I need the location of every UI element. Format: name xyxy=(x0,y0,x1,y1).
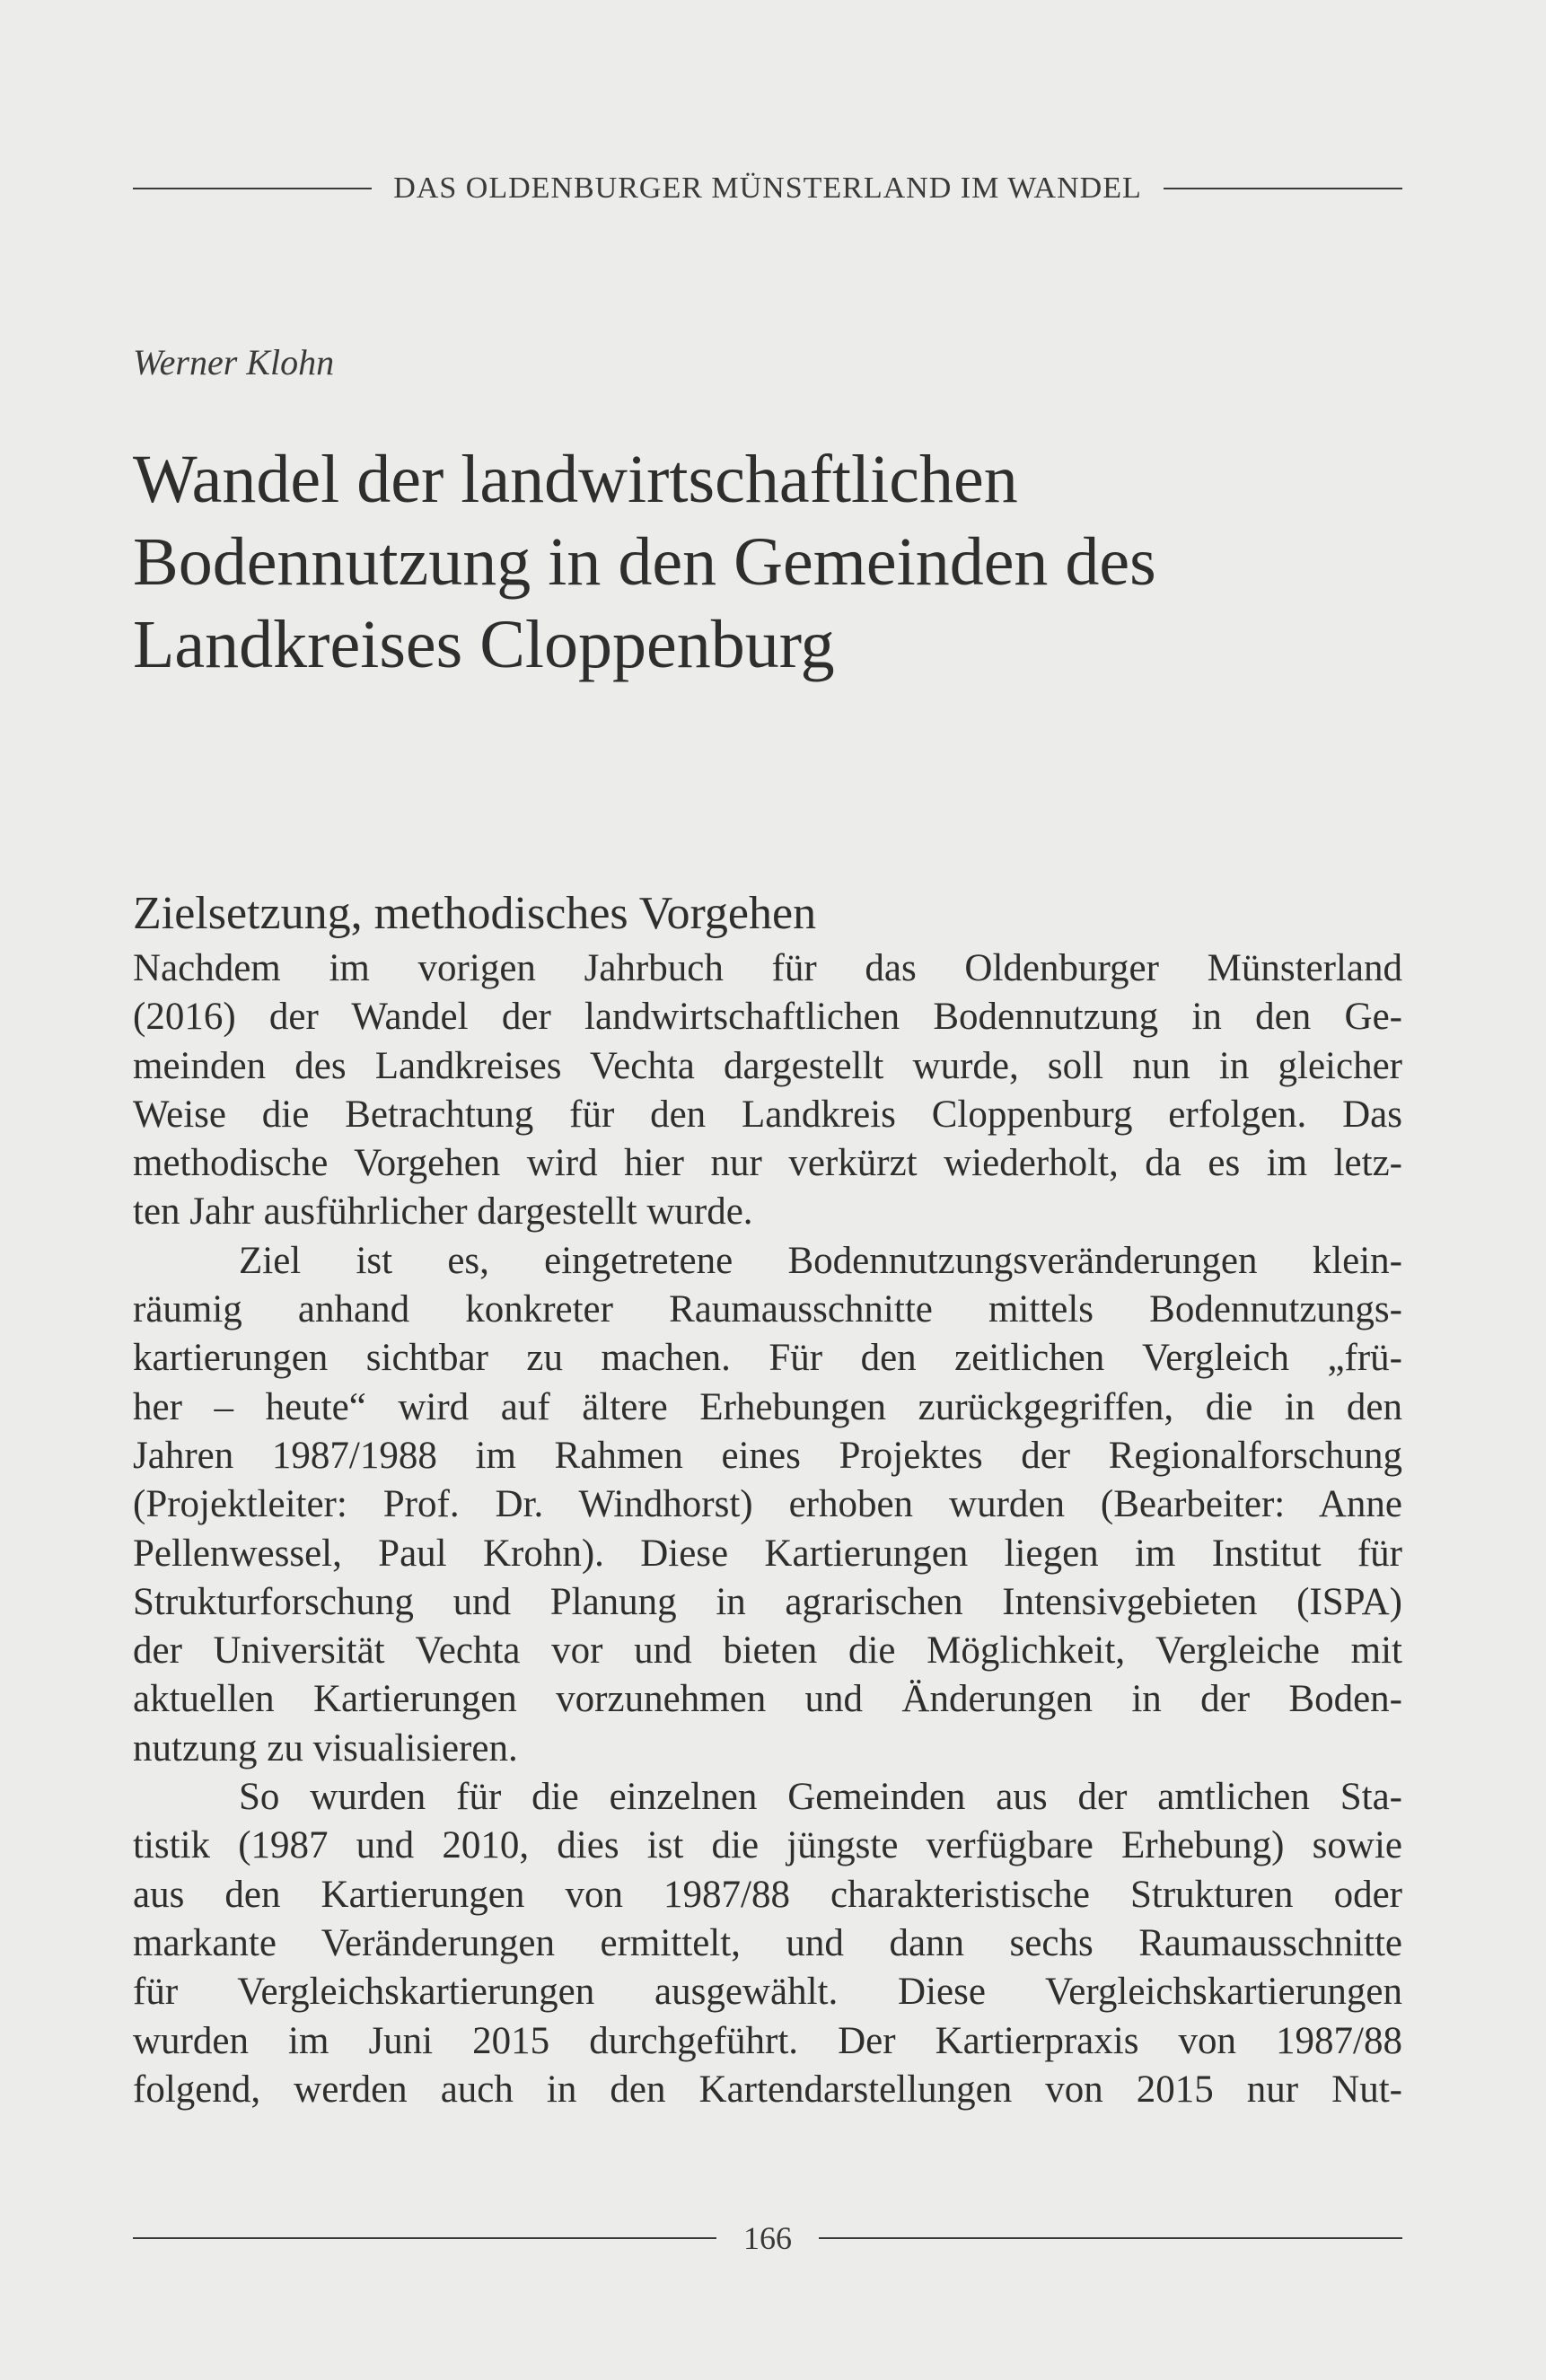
page-footer xyxy=(133,2216,1402,2261)
body-line: meinden des Landkreises Vechta dargestellt wurde, soll nun in gleicher xyxy=(133,1044,1402,1087)
title-line: Bodennutzung in den Gemeinden des xyxy=(133,524,1156,600)
body-line: markante Veränderungen ermittelt, und dann sechs Raumausschnitte xyxy=(133,1921,1402,1964)
body-line: aktuellen Kartierungen vorzunehmen und Änderungen in der Boden- xyxy=(133,1678,1402,1721)
body-line: Pellenwessel, Paul Krohn). Diese Kartierungen liegen im Institut für xyxy=(133,1532,1402,1575)
title-line: Wandel der landwirtschaftlichen xyxy=(133,442,1018,517)
article-title xyxy=(133,438,1390,686)
footer-rule-right xyxy=(819,2237,1402,2239)
body-line: räumig anhand konkreter Raumausschnitte mittels Bodennutzungs- xyxy=(133,1288,1402,1331)
running-head-text: DAS OLDENBURGER MÜNSTERLAND IM WANDEL xyxy=(393,171,1142,205)
body-line: Ziel ist es, eingetretene Bodennutzungsveränderungen klein- xyxy=(239,1239,1402,1282)
author-name: Werner Klohn xyxy=(133,342,335,382)
body-line: tistik (1987 und 2010, dies ist die jüngste verfügbare Erhebung) sowie xyxy=(133,1824,1402,1867)
section-heading: Zielsetzung, methodisches Vorgehen xyxy=(133,888,817,939)
body-line: kartierungen sichtbar zu machen. Für den zeitlichen Vergleich „frü- xyxy=(133,1337,1402,1380)
body-line: wurden im Juni 2015 durchgeführt. Der Kartierpraxis von 1987/88 xyxy=(133,2019,1402,2062)
running-head-rule-left xyxy=(133,188,372,189)
title-line: Landkreises Cloppenburg xyxy=(133,607,835,682)
running-head xyxy=(133,167,1402,210)
running-head-rule-right xyxy=(1164,188,1402,189)
body-line: ten Jahr ausführlicher dargestellt wurde. xyxy=(133,1190,753,1234)
body-line: für Vergleichskartierungen ausgewählt. Diese Vergleichskartierungen xyxy=(133,1971,1402,2014)
body-line: So wurden für die einzelnen Gemeinden aus der amtlichen Sta- xyxy=(239,1776,1402,1819)
footer-rule-left xyxy=(133,2237,716,2239)
body-line: Jahren 1987/1988 im Rahmen eines Projektes der Regionalforschung xyxy=(133,1434,1402,1477)
body-line: her – heute“ wird auf ältere Erhebungen zurückgegriffen, die in den xyxy=(133,1385,1402,1428)
body-text xyxy=(133,944,1402,2114)
page-number: 166 xyxy=(743,2220,792,2256)
body-line: Weise die Betrachtung für den Landkreis Cloppenburg erfolgen. Das xyxy=(133,1093,1402,1136)
body-line: folgend, werden auch in den Kartendarstellungen von 2015 nur Nut- xyxy=(133,2068,1402,2111)
body-line: (Projektleiter: Prof. Dr. Windhorst) erhoben wurden (Bearbeiter: Anne xyxy=(133,1483,1402,1526)
body-line: Nachdem im vorigen Jahrbuch für das Oldenburger Münsterland xyxy=(133,947,1402,989)
body-line: nutzung zu visualisieren. xyxy=(133,1726,518,1770)
body-line: Strukturforschung und Planung in agrarischen Intensivgebieten (ISPA) xyxy=(133,1580,1402,1623)
body-line: der Universität Vechta vor und bieten die Möglichkeit, Vergleiche mit xyxy=(133,1629,1402,1673)
body-line: methodische Vorgehen wird hier nur verkürzt wiederholt, da es im letz- xyxy=(133,1142,1402,1185)
body-line: (2016) der Wandel der landwirtschaftlichen Bodennutzung in den Ge- xyxy=(133,996,1402,1039)
body-line: aus den Kartierungen von 1987/88 charakteristische Strukturen oder xyxy=(133,1873,1402,1916)
